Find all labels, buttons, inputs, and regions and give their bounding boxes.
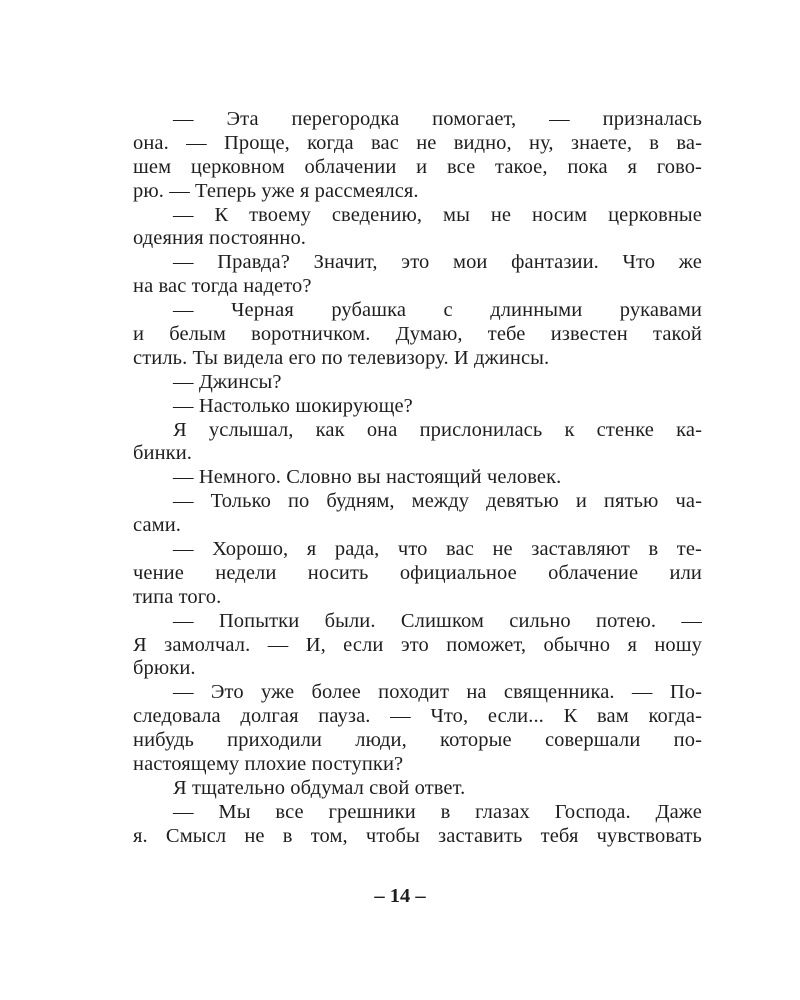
text-line: я. Смысл не в том, чтобы заставить тебя чувствовать <box>133 824 702 847</box>
text-line: рю. — Теперь уже я рассмеялся. <box>133 179 419 202</box>
text-line: следовала долгая пауза. — Что, если... К вам когда- <box>133 705 702 728</box>
text-line: — Правда? Значит, это мои фантазии. Что же <box>173 251 702 274</box>
text-line: — Попытки были. Слишком сильно потею. — <box>173 609 702 632</box>
text-line: Я замолчал. — И, если это поможет, обычно я ношу <box>133 633 702 656</box>
text-line: настоящему плохие поступки? <box>133 753 404 776</box>
text-line: — Хорошо, я рада, что вас не заставляют в те- <box>173 538 702 561</box>
text-line: — Немного. Словно вы настоящий человек. <box>173 466 562 489</box>
text-line: — Только по будням, между девятью и пятью ча- <box>173 490 702 513</box>
text-line: стиль. Ты видела его по телевизору. И джинсы. <box>133 346 550 369</box>
text-line: типа того. <box>133 585 222 608</box>
text-line: шем церковном облачении и все такое, пока я гово- <box>133 155 702 178</box>
text-line: — Джинсы? <box>173 370 282 393</box>
text-line: — Черная рубашка с длинными рукавами <box>173 299 702 322</box>
text-line: бинки. <box>133 442 193 465</box>
text-line: на вас тогда надето? <box>133 275 312 298</box>
text-line: нибудь приходили люди, которые совершали по- <box>133 729 702 752</box>
text-line: одеяния постоянно. <box>133 227 307 250</box>
body-text <box>133 108 702 849</box>
text-line: — Эта перегородка помогает, — призналась <box>173 108 702 130</box>
text-line: чение недели носить официальное облачение или <box>133 561 702 584</box>
text-line: — Мы все грешники в глазах Господа. Даже <box>173 800 702 823</box>
text-line: и белым воротничком. Думаю, тебе известен такой <box>133 323 702 346</box>
text-line: Я тщательно обдумал свой ответ. <box>173 776 466 799</box>
text-line: — Это уже более походит на священника. — По- <box>173 681 702 704</box>
page-number: – 14 – <box>374 885 426 907</box>
text-line: Я услышал, как она прислонилась к стенке ка- <box>173 418 702 441</box>
text-line: брюки. <box>133 657 196 680</box>
text-line: она. — Проще, когда вас не видно, ну, знаете, в ва- <box>133 131 702 154</box>
text-line: сами. <box>133 514 182 537</box>
text-line: — К твоему сведению, мы не носим церковные <box>173 203 702 226</box>
text-line: — Настолько шокирующе? <box>173 394 413 417</box>
